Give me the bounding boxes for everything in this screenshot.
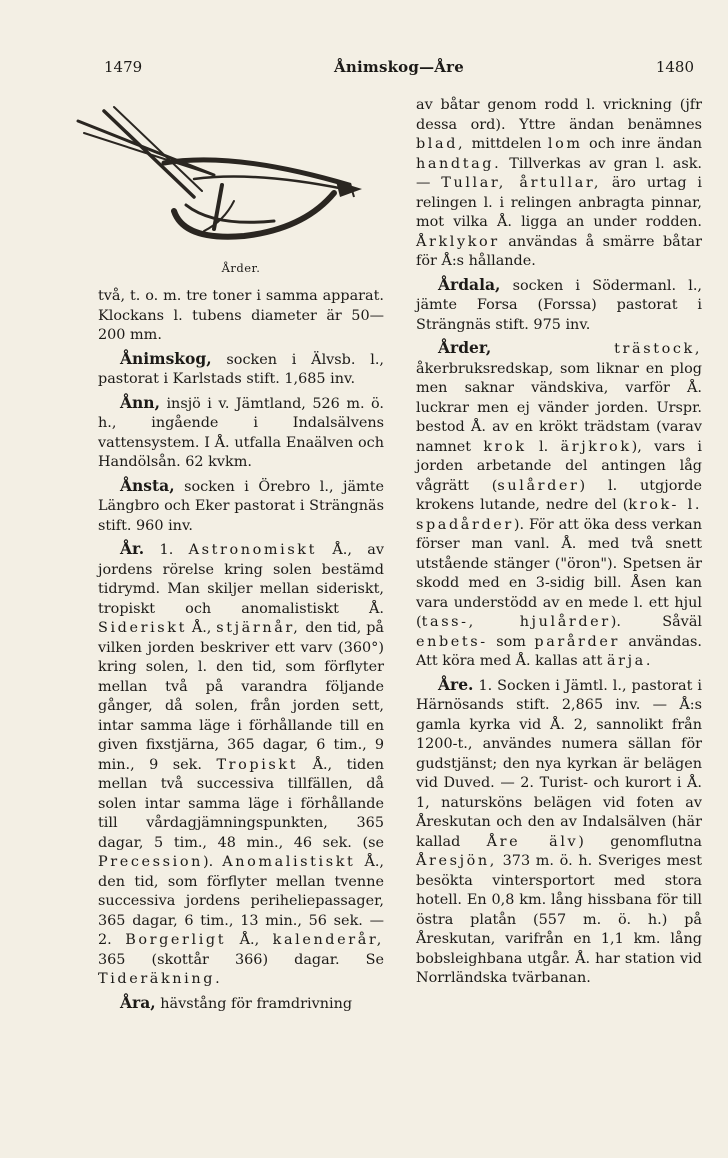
page-number-right: 1480: [655, 58, 694, 76]
spaced-term: Tropiskt: [216, 756, 299, 773]
entry-text: socken i Örebro l., jämte Längbro och Eker pastorat i Strängnäs stift. 960 inv.: [98, 478, 384, 534]
entry-arder: [416, 338, 702, 672]
spaced-term: trästock,: [614, 341, 702, 357]
spaced-term: Sideriskt: [98, 620, 187, 636]
headword: Årdala,: [438, 274, 501, 294]
spaced-term: stjärnår,: [216, 620, 301, 636]
entry-text: socken i Södermanl. l., jämte Forsa (Forssa) pastorat i Strängnäs stift. 975 inv.: [416, 277, 702, 333]
entry-text: Å., av jordens rörelse kring solen bestämd tidrymd. Man skiljer mellan sideriskt, tropiskt och anomalistiskt Å.: [98, 542, 384, 617]
spaced-term: Åre älv: [486, 833, 579, 850]
entry-text: ). Såväl: [610, 614, 702, 630]
entry-text: Tillverkas av gran l. ask. —: [416, 155, 702, 191]
entry-text: .: [645, 653, 651, 669]
entry-ar: [98, 539, 384, 990]
cross-reference: Tideräkning: [98, 971, 216, 987]
cross-reference: Precession: [98, 854, 203, 870]
figure-caption: Årder.: [221, 261, 261, 275]
entry-text: Å.,: [226, 932, 273, 948]
spaced-term: tass-, hjulårder: [421, 614, 611, 630]
entry-text: 373 m. ö. h. Sveriges mest besökta vintersportort med stora hotell. En 0,8 km. lång hissbana för till östra platån (557 m. ö. h.) på Åreskutan, varifrån en 1,1 km. lång bobsleighbana utgår. Å. har station vid Norrländska tvärbanan.: [416, 853, 702, 986]
headword: Årder,: [438, 338, 492, 357]
entry-text: socken i Älvsb. l., pastorat i Karlstads stift. 1,685 inv.: [98, 351, 384, 387]
entry-text: användas å smärre båtar för Å:s hållande.: [416, 233, 702, 269]
entry-text: .: [215, 971, 220, 987]
entry-text: äro urtag i relingen l. i relingen anbragta pinnar, mot vilka Å. ligga an under rodden.: [416, 175, 703, 230]
page-number-left: 1479: [104, 58, 143, 76]
spaced-term: blad,: [416, 136, 466, 152]
left-column: [98, 97, 384, 1017]
spaced-term: parårder: [534, 633, 620, 650]
headword: Ånimskog,: [120, 348, 212, 368]
spaced-term: sulårder: [497, 477, 580, 494]
entry-text: ), vars i jorden arbetande del antingen låg vågrätt (: [416, 438, 702, 494]
spaced-term: ärjkrok: [560, 438, 632, 455]
headword: Ånn,: [120, 392, 160, 412]
entry-text: ).: [202, 854, 223, 870]
entry-text: 365 (skottår 366) dagar. Se: [98, 951, 384, 968]
headword: Ånsta,: [120, 475, 175, 495]
headword: Åre.: [438, 674, 474, 694]
entry-text: av båtar genom rodd l. vrickning (jfr dessa ord). Yttre ändan benämnes: [416, 97, 702, 133]
entry-text: 1. Socken i Jämtl. l., pastorat i Härnösands stift. 2,865 inv. — Å:s gamla kyrka vid Å. 2, sannolikt från 1200-t., användes numera sällan för gudstjänst; den nya kyrkan är belägen vid Duved. — 2. Turist- och kurort i Å. 1, natursköns belägen vid foten av Åreskutan och den av Indalsälven (här kallad: [416, 677, 702, 850]
entry-text: Å., tiden mellan två successiva tillfällen, då solen intar samma läge i förhållande till vårdagjämningspunkten, 365 dagar, 5 tim., 48 min., 46 sek. (se: [98, 756, 384, 851]
entry-are: [416, 675, 702, 989]
spaced-term: Anomalistiskt: [222, 854, 356, 870]
spaced-term: lom: [547, 136, 583, 152]
right-column: [416, 96, 702, 992]
spaced-term: handtag.: [416, 155, 502, 172]
entry-text: 1.: [144, 542, 189, 558]
spaced-term: Årklykor: [416, 233, 500, 250]
entry-ann: [98, 393, 384, 473]
entry-text: hävstång för framdrivning: [155, 995, 353, 1012]
spaced-term: krok- l. spadårder: [416, 497, 702, 533]
spaced-term: ärja: [606, 653, 646, 669]
entry-text: l.: [526, 438, 561, 455]
entry-continuation: två, t. o. m. tre toner i samma apparat. Klockans l. tubens diameter är 50—200 mm.: [98, 288, 384, 343]
spaced-term: Tullar, årtullar,: [441, 175, 601, 191]
spaced-term: enbets-: [416, 633, 488, 650]
headword: År.: [120, 539, 145, 558]
entry-text: insjö i v. Jämtland, 526 m. ö. h., ingående i Indalsälvens vattensystem. I Å. utfalla Enaälven och Handölsån. 62 kvkm.: [98, 395, 384, 470]
plough-illustration: [74, 101, 394, 251]
entry-ara: [98, 993, 384, 1015]
page-header: [104, 58, 694, 80]
spaced-term: Borgerligt: [125, 932, 227, 948]
entry-text: användas. Att köra med Å. kallas att: [416, 633, 703, 669]
running-title: Ånimskog—Åre: [334, 58, 464, 76]
entry-text: den tid, på vilken jorden beskriver ett varv (360°) kring solen, l. den tid, som förflyter mellan två på varandra följande gånger, då solen, från jorden sett, intar samma läge i förhållande till en given fixstjärna, 365 dagar, 6 tim., 9 min., 9 sek.: [98, 620, 384, 773]
entry-text: ) genomflutna: [578, 833, 702, 850]
entry-text: och inre ändan: [582, 136, 702, 152]
entry-text: Å., den tid, som förflyter mellan tvenne successiva jordens periheliepassager, 365 dagar, 6 tim., 13 min., 56 sek. — 2.: [98, 854, 384, 948]
entry-ansta: [98, 476, 384, 537]
entry-text: som: [487, 633, 535, 650]
entry-ara-continuation: [416, 96, 702, 272]
entry-ardala: [416, 275, 702, 336]
entry-text: mittdelen: [465, 136, 548, 152]
spaced-term: Astronomiskt: [188, 542, 318, 558]
entry-text: ) l. utgjorde krokens lutande, nedre del (: [416, 477, 702, 513]
spaced-term: kalenderår,: [272, 932, 384, 948]
entry-animskog: [98, 349, 384, 390]
headword: Åra,: [120, 992, 156, 1012]
entry-text: ). För att öka dess verkan förser man vanl. Å. med två snett utstående stänger ("öron"). Spetsen är skodd med en 3-sidig bill. Åsen kan vara understödd av en mede l. ett hjul (: [416, 516, 702, 630]
figure: [98, 97, 384, 287]
spaced-term: Åresjön,: [416, 853, 497, 869]
entry-text: Å.,: [186, 620, 217, 636]
entry-text: åkerbruksredskap, som liknar en plog men saknar vändskiva, varför Å. luckrar men ej vänder jorden. Urspr. bestod Å. av en krökt trädstam (varav namnet: [416, 360, 702, 455]
spaced-term: krok: [483, 438, 527, 455]
